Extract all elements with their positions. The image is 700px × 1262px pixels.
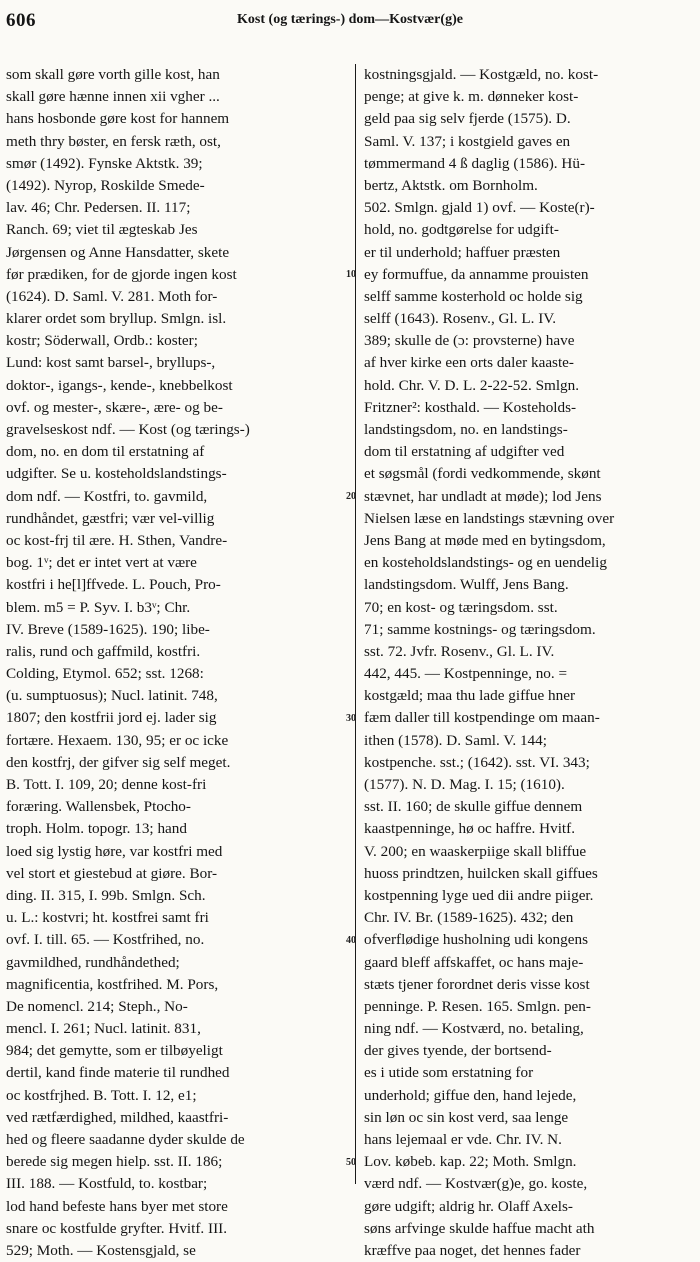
text-line: dertil, kand finde materie til rundhed xyxy=(6,1064,230,1082)
text-line: III. 188. — Kostfuld, to. kostbar; xyxy=(6,1175,208,1193)
text-line: klarer ordet som bryllup. Smlgn. isl. xyxy=(6,310,227,328)
text-line: kostfri i he[l]ffvede. L. Pouch, Pro- xyxy=(6,576,221,594)
text-line: Saml. V. 137; i kostgield gaves en xyxy=(364,132,571,150)
text-line: 70; en kost- og tæringsdom. sst. xyxy=(364,598,558,616)
line-number: 30 xyxy=(346,712,356,724)
text-line: ey formuffue, da annamme prouisten xyxy=(364,265,589,283)
text-line: søns arfvinge skulde haffue macht ath xyxy=(364,1219,595,1237)
text-line: fortære. Hexaem. 130, 95; er oc icke xyxy=(6,731,229,749)
text-line: før prædiken, for de gjorde ingen kost xyxy=(6,265,237,283)
text-line: bertz, Aktstk. om Bornholm. xyxy=(364,176,538,194)
text-line: kaastpenninge, hø oc haffre. Hvitf. xyxy=(364,820,576,838)
text-line: Jørgensen og Anne Hansdatter, skete xyxy=(6,243,230,261)
text-line: lod hand befeste hans byer met store xyxy=(6,1197,228,1215)
text-line: smør (1492). Fynske Aktstk. 39; xyxy=(6,154,203,172)
text-line: hold. Chr. V. D. L. 2-22-52. Smlgn. xyxy=(364,376,580,394)
text-line: ovf. og mester-, skære-, ære- og be- xyxy=(6,398,223,416)
text-line: (1492). Nyrop, Roskilde Smede- xyxy=(6,176,205,194)
text-line: ding. II. 315, I. 99b. Smlgn. Sch. xyxy=(6,886,206,904)
text-line: kostningsgjald. — Kostgæld, no. kost- xyxy=(364,66,599,83)
text-line: kostgæld; maa thu lade giffue hner xyxy=(364,687,576,705)
text-line: 71; samme kostnings- og tæringsdom. xyxy=(364,620,596,638)
text-line: oc kostfrjhed. B. Tott. I. 12, e1; xyxy=(6,1086,197,1104)
right-column xyxy=(364,64,696,1262)
text-line: 442, 445. — Kostpenninge, no. = xyxy=(364,665,568,683)
text-line: hed og fleere saadanne dyder skulde de xyxy=(6,1131,245,1148)
text-line: rundhåndet, gæstfri; vær vel-villig xyxy=(6,509,215,527)
text-line: foræring. Wallensbek, Ptocho- xyxy=(6,798,191,816)
text-line: værd ndf. — Kostvær(g)e, go. koste, xyxy=(364,1175,588,1193)
text-line: snare oc kostfulde gryfter. Hvitf. III. xyxy=(6,1219,227,1237)
line-number: 10 xyxy=(346,268,356,280)
line-number: 40 xyxy=(346,934,356,946)
text-line: 389; skulle de (ɔ: provsterne) have xyxy=(364,332,575,350)
text-line: Jens Bang at møde med en bytingsdom, xyxy=(364,531,606,549)
text-line: 984; det gemytte, som er tilbøyeligt xyxy=(6,1042,223,1060)
text-line: kostpenche. sst.; (1642). sst. VI. 343; xyxy=(364,753,590,771)
text-line: udgifter. Se u. kosteholdslandstings- xyxy=(6,465,227,483)
text-line: skall gøre hænne innen xii vgher ... xyxy=(6,88,220,106)
text-line: dom, no. en dom til erstatning af xyxy=(6,443,205,461)
text-line: Lund: kost samt barsel-, bryllups-, xyxy=(6,354,216,372)
text-line: berede sig megen hielp. sst. II. 186; xyxy=(6,1153,223,1171)
text-line: landstingsdom. Wulff, Jens Bang. xyxy=(364,576,569,594)
text-line: vel stort et giestebud at giøre. Bor- xyxy=(6,864,218,882)
text-line: som skall gøre vorth gille kost, han xyxy=(6,66,220,83)
text-line: sin løn oc sin kost verd, saa lenge xyxy=(364,1108,569,1126)
text-line: gavmildhed, rundhåndethed; xyxy=(6,953,180,971)
line-number: 20 xyxy=(346,490,356,502)
text-line: selff samme kosterhold oc holde sig xyxy=(364,287,583,305)
text-line: penninge. P. Resen. 165. Smlgn. pen- xyxy=(364,997,591,1015)
text-line: tømmermand 4 ß daglig (1586). Hü- xyxy=(364,154,586,172)
text-line: lav. 46; Chr. Pedersen. II. 117; xyxy=(6,199,191,217)
text-line: (1624). D. Saml. V. 281. Moth for- xyxy=(6,287,218,305)
text-line: et søgsmål (fordi vedkommende, skønt xyxy=(364,465,601,483)
text-line: gravelseskost ndf. — Kost (og tærings-) xyxy=(6,421,250,438)
text-line: 1807; den kostfrii jord ej. lader sig xyxy=(6,709,217,727)
text-line: hans lejemaal er vde. Chr. IV. N. xyxy=(364,1131,562,1148)
text-line: underhold; giffue den, hand lejede, xyxy=(364,1086,577,1104)
text-line: kræffve paa noget, det hennes fader xyxy=(364,1241,581,1259)
running-head: Kost (og tærings-) dom—Kostvær(g)e xyxy=(237,12,463,27)
text-line: er til underhold; haffuer præsten xyxy=(364,243,561,261)
page-number: 606 xyxy=(6,10,36,31)
text-line: stæts tjener forordnet deris visse kost xyxy=(364,975,590,993)
text-line: landstingsdom, no. en landstings- xyxy=(364,421,568,438)
text-line: 529; Moth. — Kostensgjald, se xyxy=(6,1241,196,1259)
text-line: troph. Holm. topogr. 13; hand xyxy=(6,820,187,838)
text-line: gaard bleff affskaffet, oc hans maje- xyxy=(364,953,584,971)
text-line: bog. 1ᵛ; det er intet vert at være xyxy=(6,554,197,572)
text-line: dom til erstatning af udgifter ved xyxy=(364,443,565,461)
text-line: huoss prindtzen, huilcken skall giffues xyxy=(364,864,598,882)
text-line: kostr; Söderwall, Ordb.: koster; xyxy=(6,332,198,350)
text-line: ofverflødige husholning udi kongens xyxy=(364,931,588,949)
left-column xyxy=(6,64,346,1262)
page-header xyxy=(0,10,700,36)
text-line: (1577). N. D. Mag. I. 15; (1610). xyxy=(364,776,565,793)
text-line: IV. Breve (1589-1625). 190; libe- xyxy=(6,620,210,638)
line-number-gutter xyxy=(340,64,362,1184)
text-line: den kostfrj, der gifver sig self meget. xyxy=(6,753,231,771)
text-line: sst. 72. Jvfr. Rosenv., Gl. L. IV. xyxy=(364,642,555,660)
text-line: dom ndf. — Kostfri, to. gavmild, xyxy=(6,487,208,505)
text-line: selff (1643). Rosenv., Gl. L. IV. xyxy=(364,310,557,328)
text-line: geld paa sig selv fjerde (1575). D. xyxy=(364,110,571,128)
text-line: ralis, rund och gaffmild, kostfri. xyxy=(6,642,201,660)
text-line: fæm daller till kostpendinge om maan- xyxy=(364,709,600,727)
text-line: Colding, Etymol. 652; sst. 1268: xyxy=(6,665,204,683)
text-line: gøre udgift; aldrig hr. Olaff Axels- xyxy=(364,1197,573,1215)
text-line: oc kost-frj til ære. H. Sthen, Vandre- xyxy=(6,531,228,549)
text-line: ning ndf. — Kostværd, no. betaling, xyxy=(364,1020,584,1038)
text-line: 502. Smlgn. gjald 1) ovf. — Koste(r)- xyxy=(364,199,595,217)
text-line: meth thry bøster, en fersk ræth, ost, xyxy=(6,132,221,150)
text-line: blem. m5 = P. Syv. I. b3ᵛ; Chr. xyxy=(6,598,191,616)
text-line: loed sig lystig høre, var kostfri med xyxy=(6,842,223,860)
text-line: V. 200; en waaskerpiige skall bliffue xyxy=(364,842,587,860)
text-line: ved rætfærdighed, mildhed, kaastfri- xyxy=(6,1108,229,1126)
text-line: hans hosbonde gøre kost for hannem xyxy=(6,110,230,128)
text-line: doktor-, igangs-, kende-, knebbelkost xyxy=(6,376,233,394)
text-line: hold, no. godtgørelse for udgift- xyxy=(364,221,559,239)
text-line: der gives tyende, der bortsend- xyxy=(364,1042,552,1060)
text-line: magnificentia, kostfrihed. M. Pors, xyxy=(6,975,219,993)
text-line: es i utide som erstatning for xyxy=(364,1064,534,1082)
text-line: ithen (1578). D. Saml. V. 144; xyxy=(364,731,547,749)
text-line: De nomencl. 214; Steph., No- xyxy=(6,997,188,1015)
text-line: Chr. IV. Br. (1589-1625). 432; den xyxy=(364,909,574,927)
text-line: u. L.: kostvri; ht. kostfrei samt fri xyxy=(6,909,209,927)
text-line: ovf. I. till. 65. — Kostfrihed, no. xyxy=(6,931,205,949)
text-line: penge; at give k. m. dønneker kost- xyxy=(364,88,579,106)
text-line: Nielsen læse en landstings stævning over xyxy=(364,509,615,527)
text-line: sst. II. 160; de skulle giffue dennem xyxy=(364,798,583,816)
text-line: stævnet, har undladt at møde); lod Jens xyxy=(364,487,602,505)
text-line: Ranch. 69; viet til ægteskab Jes xyxy=(6,221,198,239)
text-line: Fritzner²: kosthald. — Kosteholds- xyxy=(364,398,577,416)
text-line: mencl. I. 261; Nucl. latinit. 831, xyxy=(6,1020,201,1038)
text-line: af hver kirke een orts daler kaaste- xyxy=(364,354,574,372)
text-line: kostpenning lyge ued dii andre piiger. xyxy=(364,886,594,904)
text-line: B. Tott. I. 109, 20; denne kost-fri xyxy=(6,776,207,793)
text-line: (u. sumptuosus); Nucl. latinit. 748, xyxy=(6,687,218,705)
line-number: 50 xyxy=(346,1156,356,1168)
text-line: Lov. købeb. kap. 22; Moth. Smlgn. xyxy=(364,1153,577,1171)
text-line: en kosteholdslandstings- og en uendelig xyxy=(364,554,607,572)
